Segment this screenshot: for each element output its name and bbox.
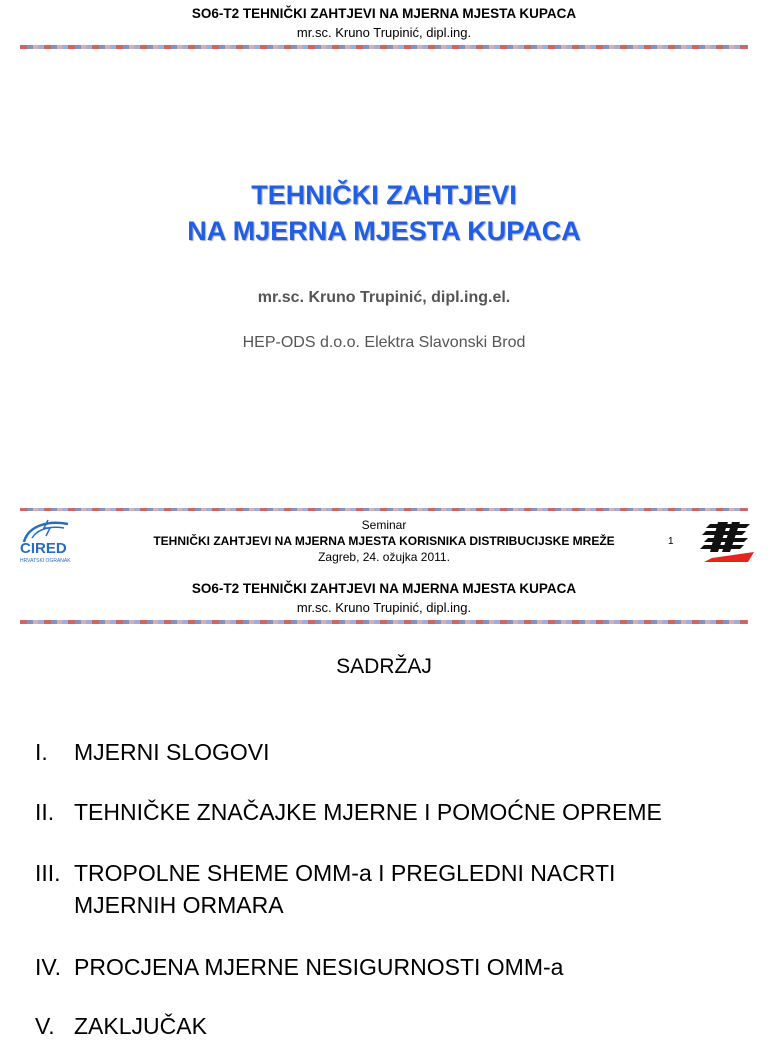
slide-title-line1: TEHNIČKI ZAHTJEVI [251, 180, 517, 210]
organization-name: HEP-ODS d.o.o. Elektra Slavonski Brod [242, 334, 526, 351]
footer-place-date: Zagreb, 24. ožujka 2011. [318, 550, 450, 564]
slide-title-line2: NA MJERNA MJESTA KUPACA [187, 216, 581, 246]
toc-item-text: PROCJENA MJERNE NESIGURNOSTI OMM-a [74, 954, 564, 980]
toc-item [35, 1010, 755, 1042]
cired-logo-subtext: HRVATSKI OGRANAK [20, 558, 71, 564]
cired-logo-text: CIRED [20, 540, 67, 557]
toc-item-number: II. [35, 799, 55, 825]
toc-item [35, 736, 755, 768]
toc-heading: SADRŽAJ [336, 655, 432, 678]
footer-seminar-title: TEHNIČKI ZAHTJEVI NA MJERNA MJESTA KORISNIKA DISTRIBUCIJSKE MREŽE [153, 534, 615, 548]
slide2-header-divider [20, 620, 748, 624]
slide-title [0, 177, 768, 249]
toc-item-text: TROPOLNE SHEME OMM-a I PREGLEDNI NACRTI MJERNIH ORMARA [74, 860, 616, 918]
toc-item-number: III. [35, 860, 61, 886]
toc-item-number: IV. [35, 954, 62, 980]
header-divider [20, 45, 748, 49]
toc-item [35, 796, 755, 828]
toc-item-text: ZAKLJUČAK [74, 1013, 207, 1039]
slide1-header-title: SO6-T2 TEHNIČKI ZAHTJEVI NA MJERNA MJESTA KUPACA [191, 6, 577, 21]
slide1-header-author: mr.sc. Kruno Trupinić, dipl.ing. [296, 25, 472, 40]
toc-item-text: TEHNIČKE ZNAČAJKE MJERNE I POMOĆNE OPREME [74, 799, 662, 825]
page-number: 1 [668, 536, 674, 547]
footer-divider [20, 508, 748, 511]
slide2-header-author: mr.sc. Kruno Trupinić, dipl.ing. [296, 600, 472, 615]
toc-item-number: I. [35, 739, 48, 765]
toc-item [35, 951, 755, 983]
toc-item [35, 857, 755, 921]
toc-item-text: MJERNI SLOGOVI [74, 739, 270, 765]
presenter-name: mr.sc. Kruno Trupinić, dipl.ing.el. [257, 289, 511, 306]
footer-seminar: Seminar [361, 518, 407, 532]
hep-logo [698, 518, 754, 564]
slide2-header-title: SO6-T2 TEHNIČKI ZAHTJEVI NA MJERNA MJESTA KUPACA [191, 581, 577, 596]
toc-item-number: V. [35, 1013, 55, 1039]
